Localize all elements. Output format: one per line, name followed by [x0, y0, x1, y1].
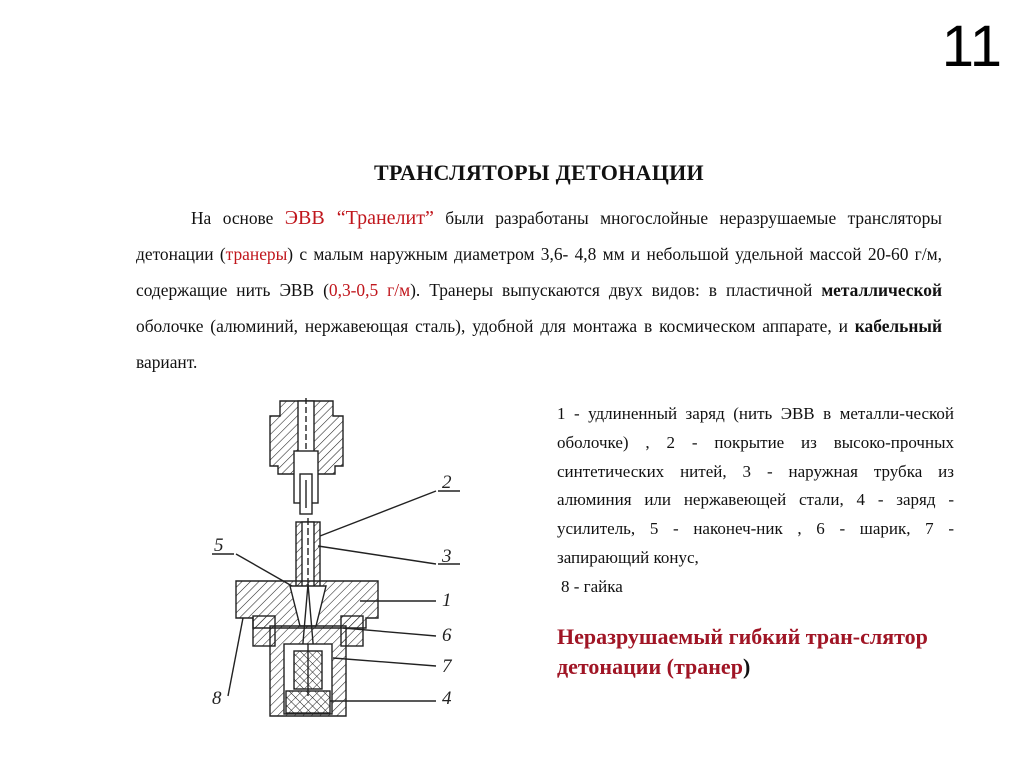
label-7: 7 — [442, 656, 452, 677]
label-3: 3 — [442, 546, 452, 567]
evv-name: ЭВВ “Транелит” — [284, 207, 434, 229]
label-8: 8 — [212, 688, 222, 709]
label-1: 1 — [442, 590, 452, 611]
mass-range: 0,3-0,5 г/м — [328, 280, 411, 300]
intro-text-3: ) с малым наружным диаметром 3,6- 4,8 мм и небольшой удельной массой 20-60 г/м, содержащие нить ЭВВ ( — [136, 244, 942, 300]
intro-paragraph — [136, 200, 942, 380]
legend-last-item: 8 - гайка — [561, 576, 623, 596]
label-5: 5 — [214, 535, 224, 556]
traner-diagram — [198, 396, 468, 726]
label-6: 6 — [442, 625, 452, 646]
figure-caption — [557, 622, 957, 682]
label-2: 2 — [442, 472, 452, 493]
intro-text-2: были разработаны многослойные неразрушаемые трансляторы детонации ( — [136, 208, 942, 264]
intro-text-6: вариант. — [136, 352, 198, 372]
slide-number: 11 — [941, 14, 1002, 79]
intro-text-5: оболочке (алюминий, нержавеющая сталь), удобной для монтажа в космическом аппарате, и — [136, 316, 855, 336]
caption-paren: ) — [742, 654, 751, 679]
label-4: 4 — [442, 688, 452, 709]
intro-text-1: На основе — [191, 208, 285, 228]
caption-text: Неразрушаемый гибкий тран-слятор детонации (транер — [557, 624, 928, 679]
metal-term: металлической — [821, 280, 942, 300]
cable-term: кабельный — [854, 316, 942, 336]
legend-items: 1 - удлиненный заряд (нить ЭВВ в металли-ческой оболочке) , 2 - покрытие из высоко-прочных синтетических нитей, 3 - наружная трубка из алюминия или нержавеющей стали, 4 - заряд - усилитель, 5 - наконеч-ник , 6 - шарик, 7 - запирающий конус, — [557, 404, 954, 567]
traners-term: транеры — [225, 244, 288, 264]
legend-list — [557, 400, 954, 602]
page-title: ТРАНСЛЯТОРЫ ДЕТОНАЦИИ — [374, 160, 704, 185]
intro-text-4: ). Транеры выпускаются двух видов: в пластичной — [410, 280, 822, 300]
